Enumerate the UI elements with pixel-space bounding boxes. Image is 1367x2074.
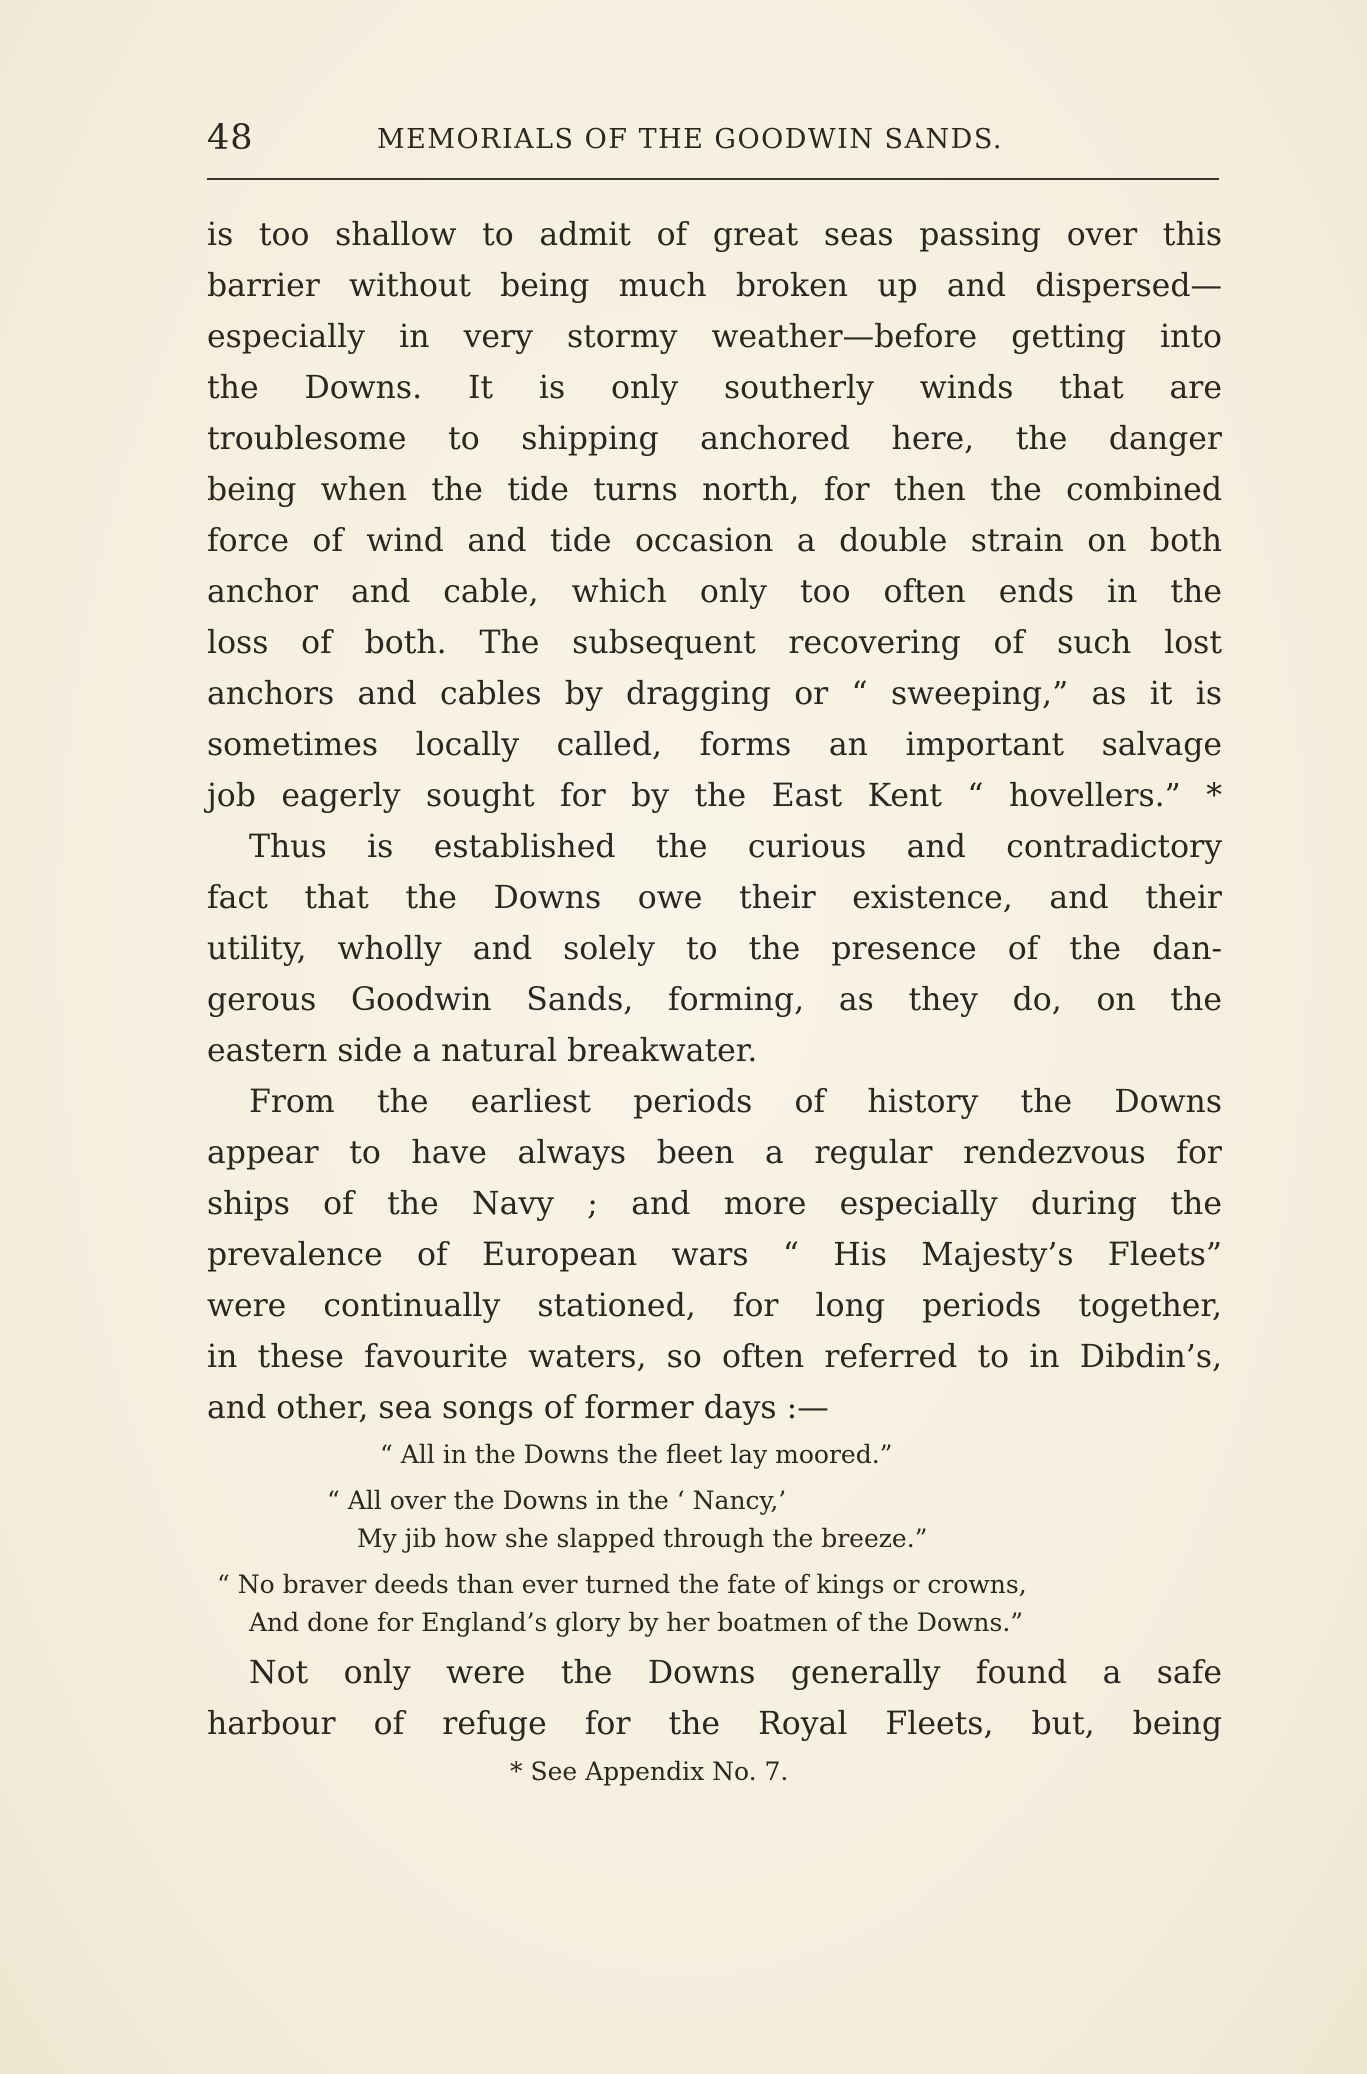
text-line: and other, sea songs of former days :— [207,1390,829,1426]
text-line: appear to have always been a regular rendezvous for [207,1135,1222,1171]
page-header [207,118,1217,168]
text-line: were continually stationed, for long periods together, [207,1288,1222,1324]
verse-quotations [207,1436,1222,1642]
paragraph-2 [207,822,1222,1077]
text-line: eastern side a natural breakwater. [207,1033,758,1069]
text-line: ships of the Navy ; and more especially during the [207,1186,1222,1222]
text-line: force of wind and tide occasion a double strain on both [207,523,1222,559]
verse-line: “ All in the Downs the fleet lay moored.” [380,1440,893,1469]
verse-line: And done for England’s glory by her boatmen of the Downs.” [249,1608,1024,1637]
text-line: being when the tide turns north, for then the combined [207,472,1222,508]
paragraph-3 [207,1077,1222,1434]
verse-line: “ No braver deeds than ever turned the fate of kings or crowns, [217,1570,1027,1599]
text-line: loss of both. The subsequent recovering of such lost [207,625,1222,661]
text-line: job eagerly sought for by the East Kent “ hovellers.” * [207,778,1222,814]
text-line: especially in very stormy weather—before getting into [207,319,1222,355]
text-line: Thus is established the curious and contradictory [249,829,1222,865]
verse-gap [207,1558,1222,1566]
text-line: the Downs. It is only southerly winds that are [207,370,1222,406]
verse-line: My jib how she slapped through the breeze.” [357,1524,928,1553]
running-title: MEMORIALS OF THE GOODWIN SANDS. [377,124,1003,155]
footnote: * See Appendix No. 7. [510,1757,789,1786]
text-line: is too shallow to admit of great seas passing over this [207,217,1222,253]
text-line: utility, wholly and solely to the presence of the dan- [207,931,1222,967]
text-line: sometimes locally called, forms an important salvage [207,727,1222,763]
text-line: anchor and cable, which only too often ends in the [207,574,1222,610]
text-line: harbour of refuge for the Royal Fleets, but, being [207,1706,1222,1742]
text-line: Not only were the Downs generally found a safe [249,1655,1222,1691]
text-line: in these favourite waters, so often referred to in Dibdin’s, [207,1339,1222,1375]
text-line: fact that the Downs owe their existence, and their [207,880,1222,916]
header-rule [207,178,1219,180]
body-text [207,210,1222,1792]
text-line: troublesome to shipping anchored here, the danger [207,421,1222,457]
paragraph-1 [207,210,1222,822]
page-number: 48 [207,118,254,158]
paragraph-4 [207,1648,1222,1750]
text-line: barrier without being much broken up and dispersed— [207,268,1222,304]
text-line: gerous Goodwin Sands, forming, as they do, on the [207,982,1222,1018]
verse-gap [207,1474,1222,1482]
text-line: prevalence of European wars “ His Majesty’s Fleets” [207,1237,1222,1273]
text-line: From the earliest periods of history the Downs [249,1084,1222,1120]
verse-line: “ All over the Downs in the ‘ Nancy,’ [327,1486,787,1515]
text-line: anchors and cables by dragging or “ sweeping,” as it is [207,676,1222,712]
